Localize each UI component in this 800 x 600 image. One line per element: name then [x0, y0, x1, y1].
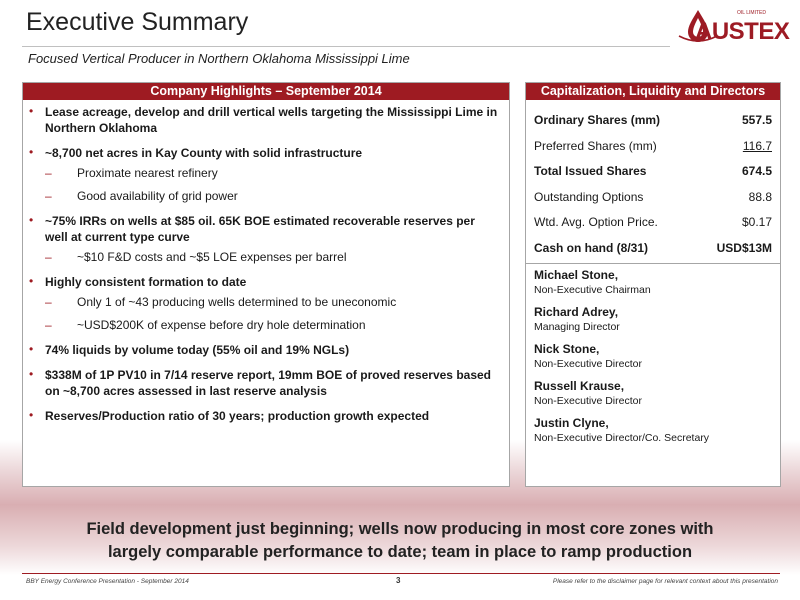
page-title: Executive Summary — [26, 8, 249, 36]
highlight-item — [29, 213, 499, 265]
capitalization-row — [534, 134, 772, 160]
page-subtitle: Focused Vertical Producer in Northern Oklahoma Mississippi Lime — [28, 51, 410, 66]
highlight-sub-item — [45, 318, 499, 333]
bullet-icon: • — [29, 145, 34, 159]
highlight-text: ~8,700 net acres in Kay County with solid infrastructure — [45, 146, 363, 160]
capitalization-value: $0.17 — [741, 215, 772, 229]
key-message-line-2: largely comparable performance to date; team in place to ramp production — [107, 543, 693, 561]
highlight-text: Reserves/Production ratio of 30 years; production growth expected — [45, 409, 430, 423]
capitalization-row — [534, 210, 772, 236]
highlight-sub-item — [45, 189, 499, 204]
director-role: Non-Executive Director — [534, 358, 642, 370]
highlight-sub-list — [45, 250, 499, 265]
director-entry — [534, 304, 772, 334]
highlight-item — [29, 367, 499, 399]
directors-list — [526, 264, 780, 445]
highlight-sub-list — [45, 295, 499, 333]
bullet-icon: • — [29, 367, 34, 381]
bullet-icon: • — [29, 274, 34, 288]
director-name-line: Michael Stone, — [534, 268, 619, 282]
highlight-sub-text: Only 1 of ~43 producing wells determined to be uneconomic — [77, 295, 397, 309]
highlight-item — [29, 342, 499, 358]
footer-presentation-name: BBY Energy Conference Presentation - September 2014 — [26, 578, 189, 585]
key-message-line-1: Field development just beginning; wells now producing in most core zones with — [86, 520, 714, 538]
highlight-item — [29, 104, 499, 136]
highlight-sub-text: Good availability of grid power — [77, 189, 238, 203]
capitalization-row — [534, 185, 772, 211]
director-name: Russell Krause — [534, 379, 621, 393]
page-number: 3 — [396, 576, 401, 585]
capitalization-label: Wtd. Avg. Option Price. — [534, 215, 658, 229]
highlight-text: Highly consistent formation to date — [45, 275, 247, 289]
capitalization-label: Outstanding Options — [534, 189, 644, 204]
title-divider — [22, 46, 670, 47]
director-entry — [534, 415, 772, 445]
dash-icon: – — [45, 166, 52, 180]
capitalization-label: Ordinary Shares (mm) — [534, 113, 661, 127]
highlight-item — [29, 145, 499, 204]
director-name-line: Nick Stone, — [534, 342, 600, 356]
director-name: Michael Stone — [534, 268, 615, 282]
director-name: Richard Adrey — [534, 305, 615, 319]
highlight-sub-item — [45, 295, 499, 310]
director-entry — [534, 378, 772, 408]
key-message — [0, 518, 800, 564]
highlight-text: 74% liquids by volume today (55% oil and 19% NGLs) — [45, 343, 350, 357]
capitalization-value: USD$13M — [716, 240, 772, 255]
footer-divider — [22, 573, 780, 574]
capitalization-header: Capitalization, Liquidity and Directors — [526, 83, 780, 100]
capitalization-value: 674.5 — [741, 164, 772, 178]
director-name: Justin Clyne — [534, 416, 606, 430]
dash-icon: – — [45, 189, 52, 203]
dash-icon: – — [45, 318, 52, 332]
bullet-icon: • — [29, 408, 34, 422]
highlight-sub-item — [45, 166, 499, 181]
capitalization-label: Total Issued Shares — [534, 164, 647, 178]
logo-wordmark: AUSTEX — [695, 18, 790, 45]
highlight-item — [29, 274, 499, 333]
capitalization-label: Preferred Shares (mm) — [534, 138, 657, 153]
highlight-sub-list — [45, 166, 499, 204]
capitalization-row — [534, 108, 772, 134]
capitalization-table — [526, 100, 780, 261]
highlight-text: $338M of 1P PV10 in 7/14 reserve report, 19mm BOE of proved reserves based on ~8,700 acres assessed in last reserve analysis — [45, 368, 491, 398]
capitalization-row — [534, 159, 772, 185]
footer-disclaimer: Please refer to the disclaimer page for relevant context about this presentation — [552, 578, 778, 585]
highlight-text: Lease acreage, develop and drill vertical wells targeting the Mississippi Lime in Northern Oklahoma — [45, 105, 498, 135]
bullet-icon: • — [29, 104, 34, 118]
director-role: Non-Executive Chairman — [534, 284, 651, 296]
highlight-text: ~75% IRRs on wells at $85 oil. 65K BOE estimated recoverable reserves per well at current type curve — [45, 214, 475, 244]
dash-icon: – — [45, 295, 52, 309]
director-entry — [534, 341, 772, 371]
director-entry — [534, 267, 772, 297]
highlight-sub-text: ~USD$200K of expense before dry hole determination — [77, 318, 366, 332]
bullet-icon: • — [29, 213, 34, 227]
capitalization-row — [534, 236, 772, 262]
director-name-line: Russell Krause, — [534, 379, 625, 393]
director-role: Managing Director — [534, 321, 620, 333]
highlight-sub-text: ~$10 F&D costs and ~$5 LOE expenses per barrel — [77, 250, 347, 264]
company-highlights-panel — [22, 82, 510, 487]
capitalization-value: 116.7 — [742, 138, 772, 153]
director-name-line: Justin Clyne, — [534, 416, 609, 430]
highlight-sub-item — [45, 250, 499, 265]
logo-tagline: OIL LIMITED — [737, 10, 766, 16]
capitalization-label: Cash on hand (8/31) — [534, 240, 649, 255]
dash-icon: – — [45, 250, 52, 264]
director-role: Non-Executive Director — [534, 395, 642, 407]
capitalization-value: 88.8 — [748, 189, 772, 204]
capitalization-value: 557.5 — [741, 113, 772, 127]
director-role: Non-Executive Director/Co. Secretary — [534, 432, 710, 444]
highlight-item — [29, 408, 499, 424]
director-name: Nick Stone — [534, 342, 597, 356]
highlights-header: Company Highlights – September 2014 — [23, 83, 509, 100]
director-name-line: Richard Adrey, — [534, 305, 619, 319]
capitalization-panel — [525, 82, 781, 487]
bullet-icon: • — [29, 342, 34, 356]
highlight-sub-text: Proximate nearest refinery — [77, 166, 218, 180]
highlights-list — [23, 100, 509, 424]
